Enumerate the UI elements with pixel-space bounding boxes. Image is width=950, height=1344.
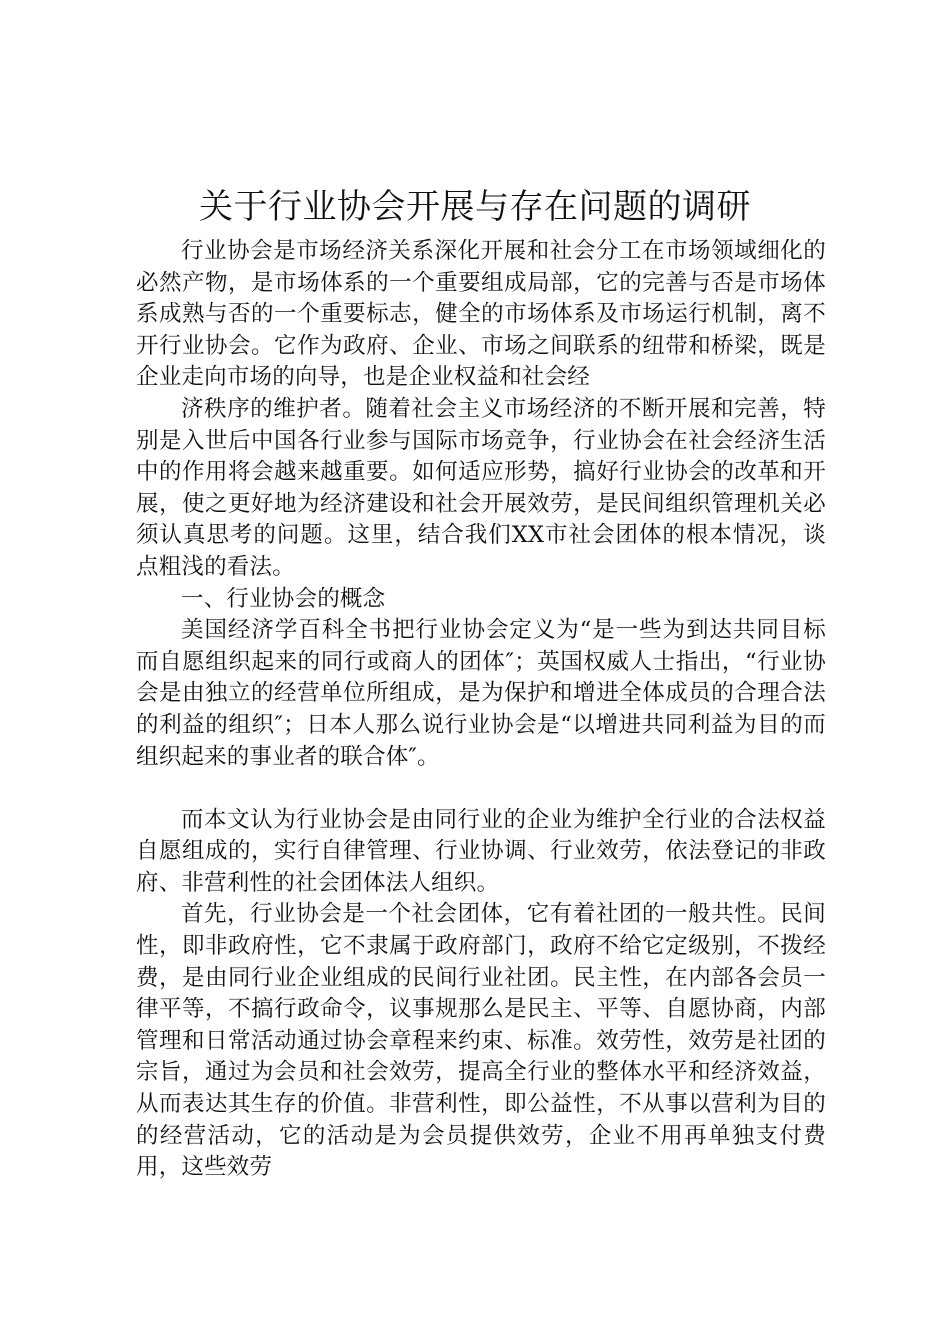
paragraph: 行业协会是市场经济关系深化开展和社会分工在市场领域细化的必然产物，是市场体系的一个重要组成局部，它的完善与否是市场体系成熟与否的一个重要标志，健全的市场体系及市场运行机制，离不开行业协会。它作为政府、企业、市场之间联系的纽带和桥梁，既是企业走向市场的向导，也是企业权益和社会经 — [136, 238, 826, 391]
paragraph: 济秩序的维护者。随着社会主义市场经济的不断开展和完善，特别是入世后中国各行业参与国际市场竞争，行业协会在社会经济生活中的作用将会越来越重要。如何适应形势，搞好行业协会的改革和开展，使之更好地为经济建设和社会开展效劳，是民间组织管理机关必须认真思考的问题。这里，结合我们XX市社会团体的根本情况，谈点粗浅的看法。 — [136, 395, 826, 580]
blank-line — [136, 773, 826, 805]
paragraph: 而本文认为行业协会是由同行业的企业为维护全行业的合法权益自愿组成的，实行自律管理、行业协调、行业效劳，依法登记的非政府、非营利性的社会团体法人组织。 — [136, 806, 826, 896]
paragraph: 美国经济学百科全书把行业协会定义为“是一些为到达共同目标而自愿组织起来的同行或商人的团体″；英国权威人士指出，“行业协会是由独立的经营单位所组成，是为保护和增进全体成员的合理合法的利益的组织″；日本人那么说行业协会是“以增进共同利益为目的而组织起来的事业者的联合体″。 — [136, 617, 826, 770]
document-title: 关于行业协会开展与存在问题的调研 — [199, 187, 751, 227]
paragraph: 首先，行业协会是一个社会团体，它有着社团的一般共性。民间性，即非政府性，它不隶属于政府部门，政府不给它定级别，不拨经费，是由同行业企业组成的民间行业社团。民主性，在内部各会员一律平等，不搞行政命令，议事规那么是民主、平等、自愿协商，内部管理和日常活动通过协会章程来约束、标准。效劳性，效劳是社团的宗旨，通过为会员和社会效劳，提高全行业的整体水平和经济效益，从而表达其生存的价值。非营利性，即公益性，不从事以营利为目的的经营活动，它的活动是为会员提供效劳，企业不用再单独支付费用，这些效劳 — [136, 901, 826, 1181]
document-body — [136, 236, 826, 1184]
section-heading: 一、行业协会的概念 — [181, 585, 386, 612]
